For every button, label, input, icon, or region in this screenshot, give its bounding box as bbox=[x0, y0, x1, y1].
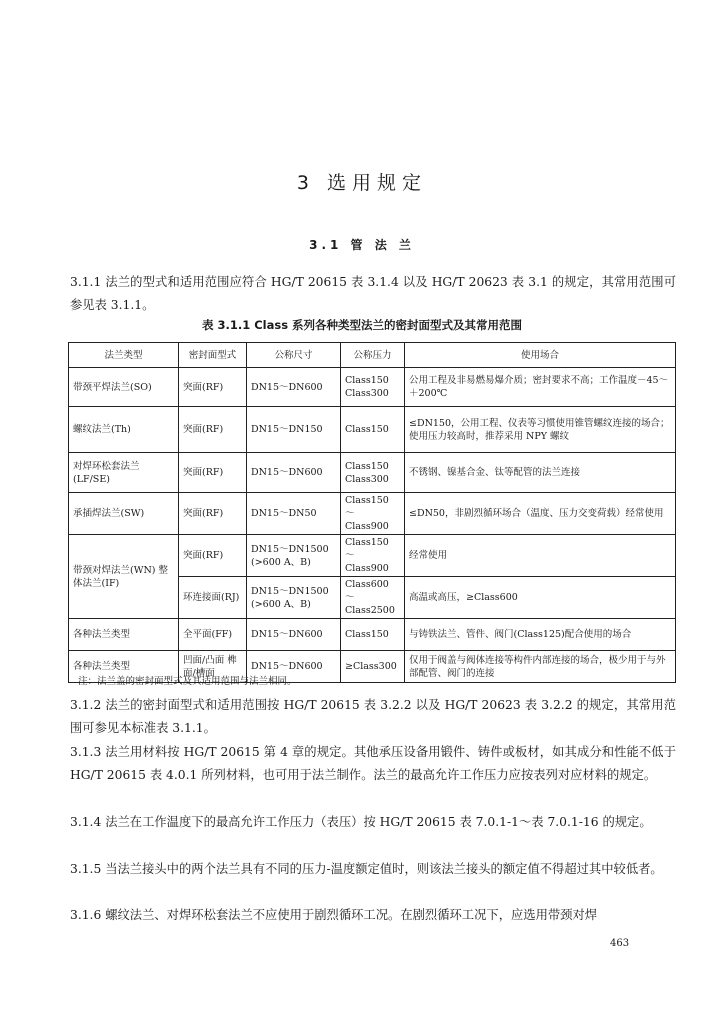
table-row bbox=[69, 619, 676, 651]
cell: 突面(RF) bbox=[179, 453, 247, 493]
cell: 环连接面(RJ) bbox=[179, 577, 247, 619]
cell: DN15～DN600 bbox=[247, 619, 341, 651]
paragraph-3-1-6: 3.1.6 螺纹法兰、对焊环松套法兰不应使用于剧烈循环工况。在剧烈循环工况下，应选用带颈对焊 bbox=[70, 908, 598, 922]
section-heading: 3.1 管 法 兰 bbox=[309, 238, 415, 252]
cell: DN15～DN150 bbox=[247, 407, 341, 453]
table-row bbox=[69, 368, 676, 407]
cell: DN15～DN600 bbox=[247, 453, 341, 493]
cell: DN15～DN1500 (>600 A、B) bbox=[247, 535, 341, 577]
cell: 带颈平焊法兰(SO) bbox=[69, 368, 179, 407]
cell: 经常使用 bbox=[405, 535, 676, 577]
cell: Class150 ～ Class900 bbox=[341, 535, 405, 577]
cell: Class150 Class300 bbox=[341, 368, 405, 407]
table-row bbox=[69, 493, 676, 535]
table-row bbox=[69, 453, 676, 493]
table-caption: 表 3.1.1 Class 系列各种类型法兰的密封面型式及其常用范围 bbox=[201, 318, 523, 332]
header-cell: 密封面型式 bbox=[179, 343, 247, 368]
cell: 螺纹法兰(Th) bbox=[69, 407, 179, 453]
cell: 承插焊法兰(SW) bbox=[69, 493, 179, 535]
table-note: 注：法兰盖的密封面型式及其适用范围与法兰相同。 bbox=[78, 676, 297, 687]
header-cell: 法兰类型 bbox=[69, 343, 179, 368]
cell: 公用工程及非易燃易爆介质；密封要求不高；工作温度－45～＋200℃ bbox=[405, 368, 676, 407]
paragraph-3-1-3: 3.1.3 法兰用材料按 HG/T 20615 第 4 章的规定。其他承压设备用锻件、铸件或板材，如其成分和性能不低于 HG/T 20615 表 4.0.1 所列材料，也可用于法兰制作。法兰的最高允许工作压力应按表列对应材料的规定。 bbox=[70, 745, 676, 782]
flange-table bbox=[68, 342, 676, 683]
cell: 凹面/凸面 榫面/槽面 bbox=[179, 651, 247, 683]
cell: 各种法兰类型 bbox=[69, 619, 179, 651]
paragraph-3-1-5: 3.1.5 当法兰接头中的两个法兰具有不同的压力-温度额定值时，则该法兰接头的额定值不得超过其中较低者。 bbox=[70, 862, 663, 876]
cell: Class600 ～ Class2500 bbox=[341, 577, 405, 619]
header-cell: 公称尺寸 bbox=[247, 343, 341, 368]
header-cell: 使用场合 bbox=[405, 343, 676, 368]
cell: 对焊环松套法兰(LF/SE) bbox=[69, 453, 179, 493]
table-row bbox=[69, 407, 676, 453]
cell: 与铸铁法兰、管件、阀门(Class125)配合使用的场合 bbox=[405, 619, 676, 651]
cell: 全平面(FF) bbox=[179, 619, 247, 651]
cell: 突面(RF) bbox=[179, 368, 247, 407]
cell: DN15～DN1500 (>600 A、B) bbox=[247, 577, 341, 619]
cell: 不锈钢、镍基合金、钛等配管的法兰连接 bbox=[405, 453, 676, 493]
page-number: 463 bbox=[610, 938, 630, 949]
cell: DN15～DN600 bbox=[247, 651, 341, 683]
cell: 带颈对焊法兰(WN) 整体法兰(IF) bbox=[69, 535, 179, 619]
cell: 仅用于阀盖与阀体连接等构件内部连接的场合，极少用于与外部配管、阀门的连接 bbox=[405, 651, 676, 683]
cell: 各种法兰类型 bbox=[69, 651, 179, 683]
cell: 高温或高压，≥Class600 bbox=[405, 577, 676, 619]
cell: DN15～DN600 bbox=[247, 368, 341, 407]
cell: 突面(RF) bbox=[179, 407, 247, 453]
cell: 突面(RF) bbox=[179, 535, 247, 577]
table-header-row bbox=[69, 343, 676, 368]
chapter-title: 3 选用规定 bbox=[296, 172, 428, 194]
cell: ≤DN150，公用工程、仪表等习惯使用锥管螺纹连接的场合；使用压力较高时，推荐采用 NPY 螺纹 bbox=[405, 407, 676, 453]
cell: ≥Class300 bbox=[341, 651, 405, 683]
header-cell: 公称压力 bbox=[341, 343, 405, 368]
table-row bbox=[69, 535, 676, 577]
paragraph-3-1-2: 3.1.2 法兰的密封面型式和适用范围按 HG/T 20615 表 3.2.2 以及 HG/T 20623 表 3.2.2 的规定，其常用范围可参见本标准表 3.1.1。 bbox=[70, 698, 676, 735]
cell: DN15～DN50 bbox=[247, 493, 341, 535]
cell: Class150 Class300 bbox=[341, 453, 405, 493]
cell: 突面(RF) bbox=[179, 493, 247, 535]
cell: Class150 bbox=[341, 619, 405, 651]
cell: Class150 ～ Class900 bbox=[341, 493, 405, 535]
paragraph-3-1-1: 3.1.1 法兰的型式和适用范围应符合 HG/T 20615 表 3.1.4 以及 HG/T 20623 表 3.1 的规定，其常用范围可参见表 3.1.1。 bbox=[70, 275, 676, 312]
cell: ≤DN50，非剧烈循环场合（温度、压力交变荷载）经常使用 bbox=[405, 493, 676, 535]
cell: Class150 bbox=[341, 407, 405, 453]
paragraph-3-1-4: 3.1.4 法兰在工作温度下的最高允许工作压力（表压）按 HG/T 20615 表 7.0.1-1～表 7.0.1-16 的规定。 bbox=[70, 815, 652, 829]
